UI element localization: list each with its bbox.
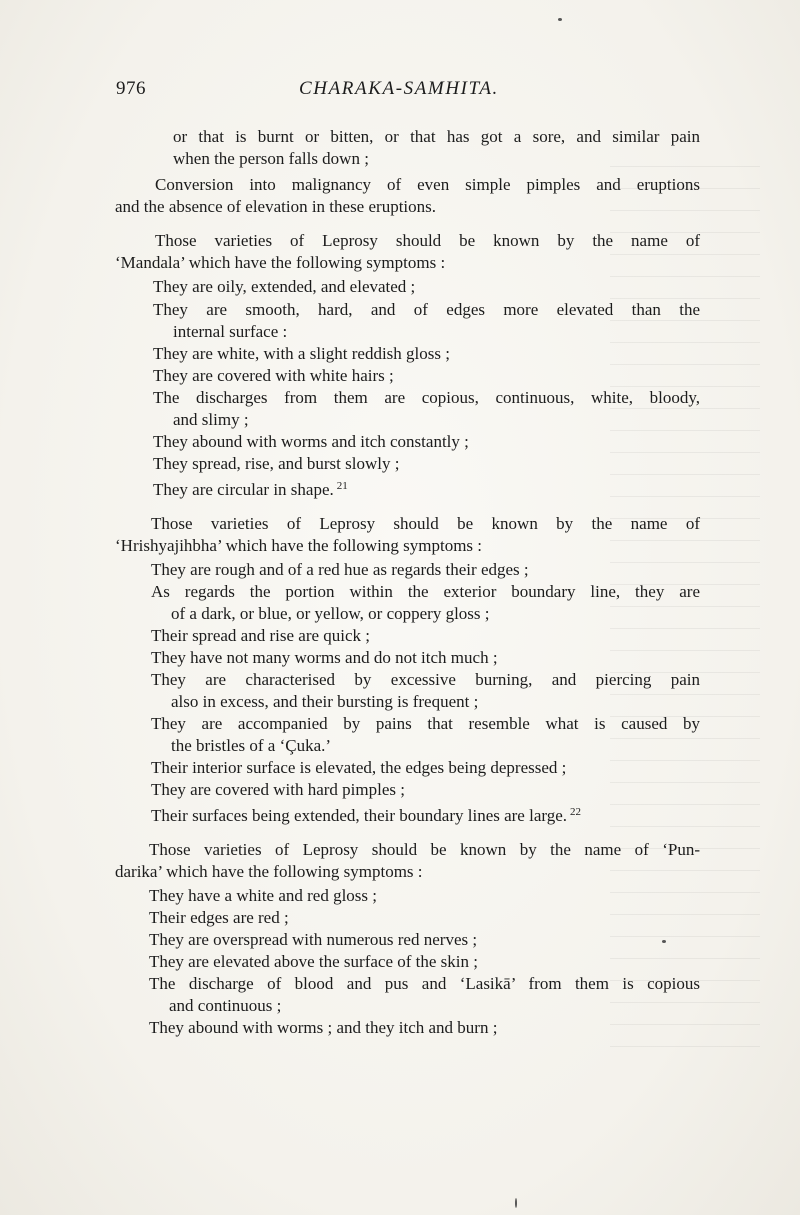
list-item: They spread, rise, and burst slowly ; — [153, 454, 400, 473]
section-intro-line: ‘Hrishyajihbha’ which have the following symptoms : — [115, 536, 483, 555]
section-intro-line: ‘Mandala’ which have the following symptoms : — [115, 253, 446, 272]
list-item: They are covered with white hairs ; — [153, 366, 394, 385]
list-item-continuation: and continuous ; — [169, 996, 282, 1015]
page-body — [115, 126, 700, 1039]
running-head: CHARAKA-SAMHITA. — [299, 78, 499, 99]
list-item-text: Their surfaces being extended, their boundary lines are large. — [151, 806, 568, 825]
list-item-continuation: also in excess, and their bursting is frequent ; — [171, 692, 479, 711]
symptom-list — [115, 559, 700, 827]
list-item: They are rough and of a red hue as regards their edges ; — [151, 560, 529, 579]
note-number: 21 — [336, 480, 348, 492]
section-intro-line: Those varieties of Leprosy should be known by the name of ‘Pun- — [149, 840, 700, 859]
list-item: They are covered with hard pimples ; — [151, 780, 405, 799]
list-item: They are elevated above the surface of the skin ; — [149, 952, 478, 971]
list-item: They abound with worms and itch constantly ; — [153, 432, 469, 451]
paragraph-continuation — [115, 126, 700, 170]
paper-speck — [515, 1198, 517, 1208]
paper-speck — [558, 18, 562, 21]
list-item: As regards the portion within the exterior boundary line, they are — [151, 582, 700, 601]
note-number: 22 — [570, 806, 582, 818]
list-item: Their interior surface is elevated, the edges being depressed ; — [151, 758, 567, 777]
page-header — [116, 78, 716, 102]
list-item: Their spread and rise are quick ; — [151, 626, 371, 645]
section-intro-line: darika’ which have the following symptoms : — [115, 862, 423, 881]
section-intro-line: Those varieties of Leprosy should be known by the name of — [151, 514, 700, 533]
list-item: Their edges are red ; — [149, 908, 289, 927]
list-item: They are oily, extended, and elevated ; — [153, 277, 416, 296]
list-item-continuation: the bristles of a ‘Çuka.’ — [171, 736, 332, 755]
text-line: Conversion into malignancy of even simple pimples and eruptions — [155, 175, 700, 194]
symptom-list — [115, 885, 700, 1039]
list-item — [151, 801, 700, 827]
paragraph — [115, 174, 700, 218]
hrishyajihbha-section — [115, 513, 700, 827]
list-item: They are smooth, hard, and of edges more elevated than the — [153, 300, 700, 319]
pundarika-section — [115, 839, 700, 1039]
section-intro-line: Those varieties of Leprosy should be known by the name of — [155, 231, 700, 250]
list-item: They are accompanied by pains that resemble what is caused by — [151, 714, 700, 733]
text-line: and the absence of elevation in these eruptions. — [115, 197, 436, 216]
page-number: 976 — [116, 78, 146, 99]
list-item: The discharge of blood and pus and ‘Lasikā’ from them is copious — [149, 974, 700, 993]
text-line: when the person falls down ; — [173, 149, 369, 168]
list-item-continuation: of a dark, or blue, or yellow, or coppery gloss ; — [171, 604, 490, 623]
list-item: They abound with worms ; and they itch and burn ; — [149, 1018, 498, 1037]
list-item: The discharges from them are copious, continuous, white, bloody, — [153, 388, 700, 407]
list-item: They are characterised by excessive burning, and piercing pain — [151, 670, 700, 689]
text-line: or that is burnt or bitten, or that has got a sore, and similar pain — [173, 127, 700, 146]
list-item-continuation: and slimy ; — [173, 410, 249, 429]
list-item: They have not many worms and do not itch much ; — [151, 648, 498, 667]
symptom-list — [115, 276, 700, 501]
list-item-continuation: internal surface : — [173, 322, 288, 341]
mandala-section — [115, 230, 700, 501]
list-item-text: They are circular in shape. — [153, 480, 334, 499]
list-item: They are overspread with numerous red nerves ; — [149, 930, 478, 949]
list-item — [153, 475, 700, 501]
list-item: They have a white and red gloss ; — [149, 886, 378, 905]
list-item: They are white, with a slight reddish gloss ; — [153, 344, 450, 363]
